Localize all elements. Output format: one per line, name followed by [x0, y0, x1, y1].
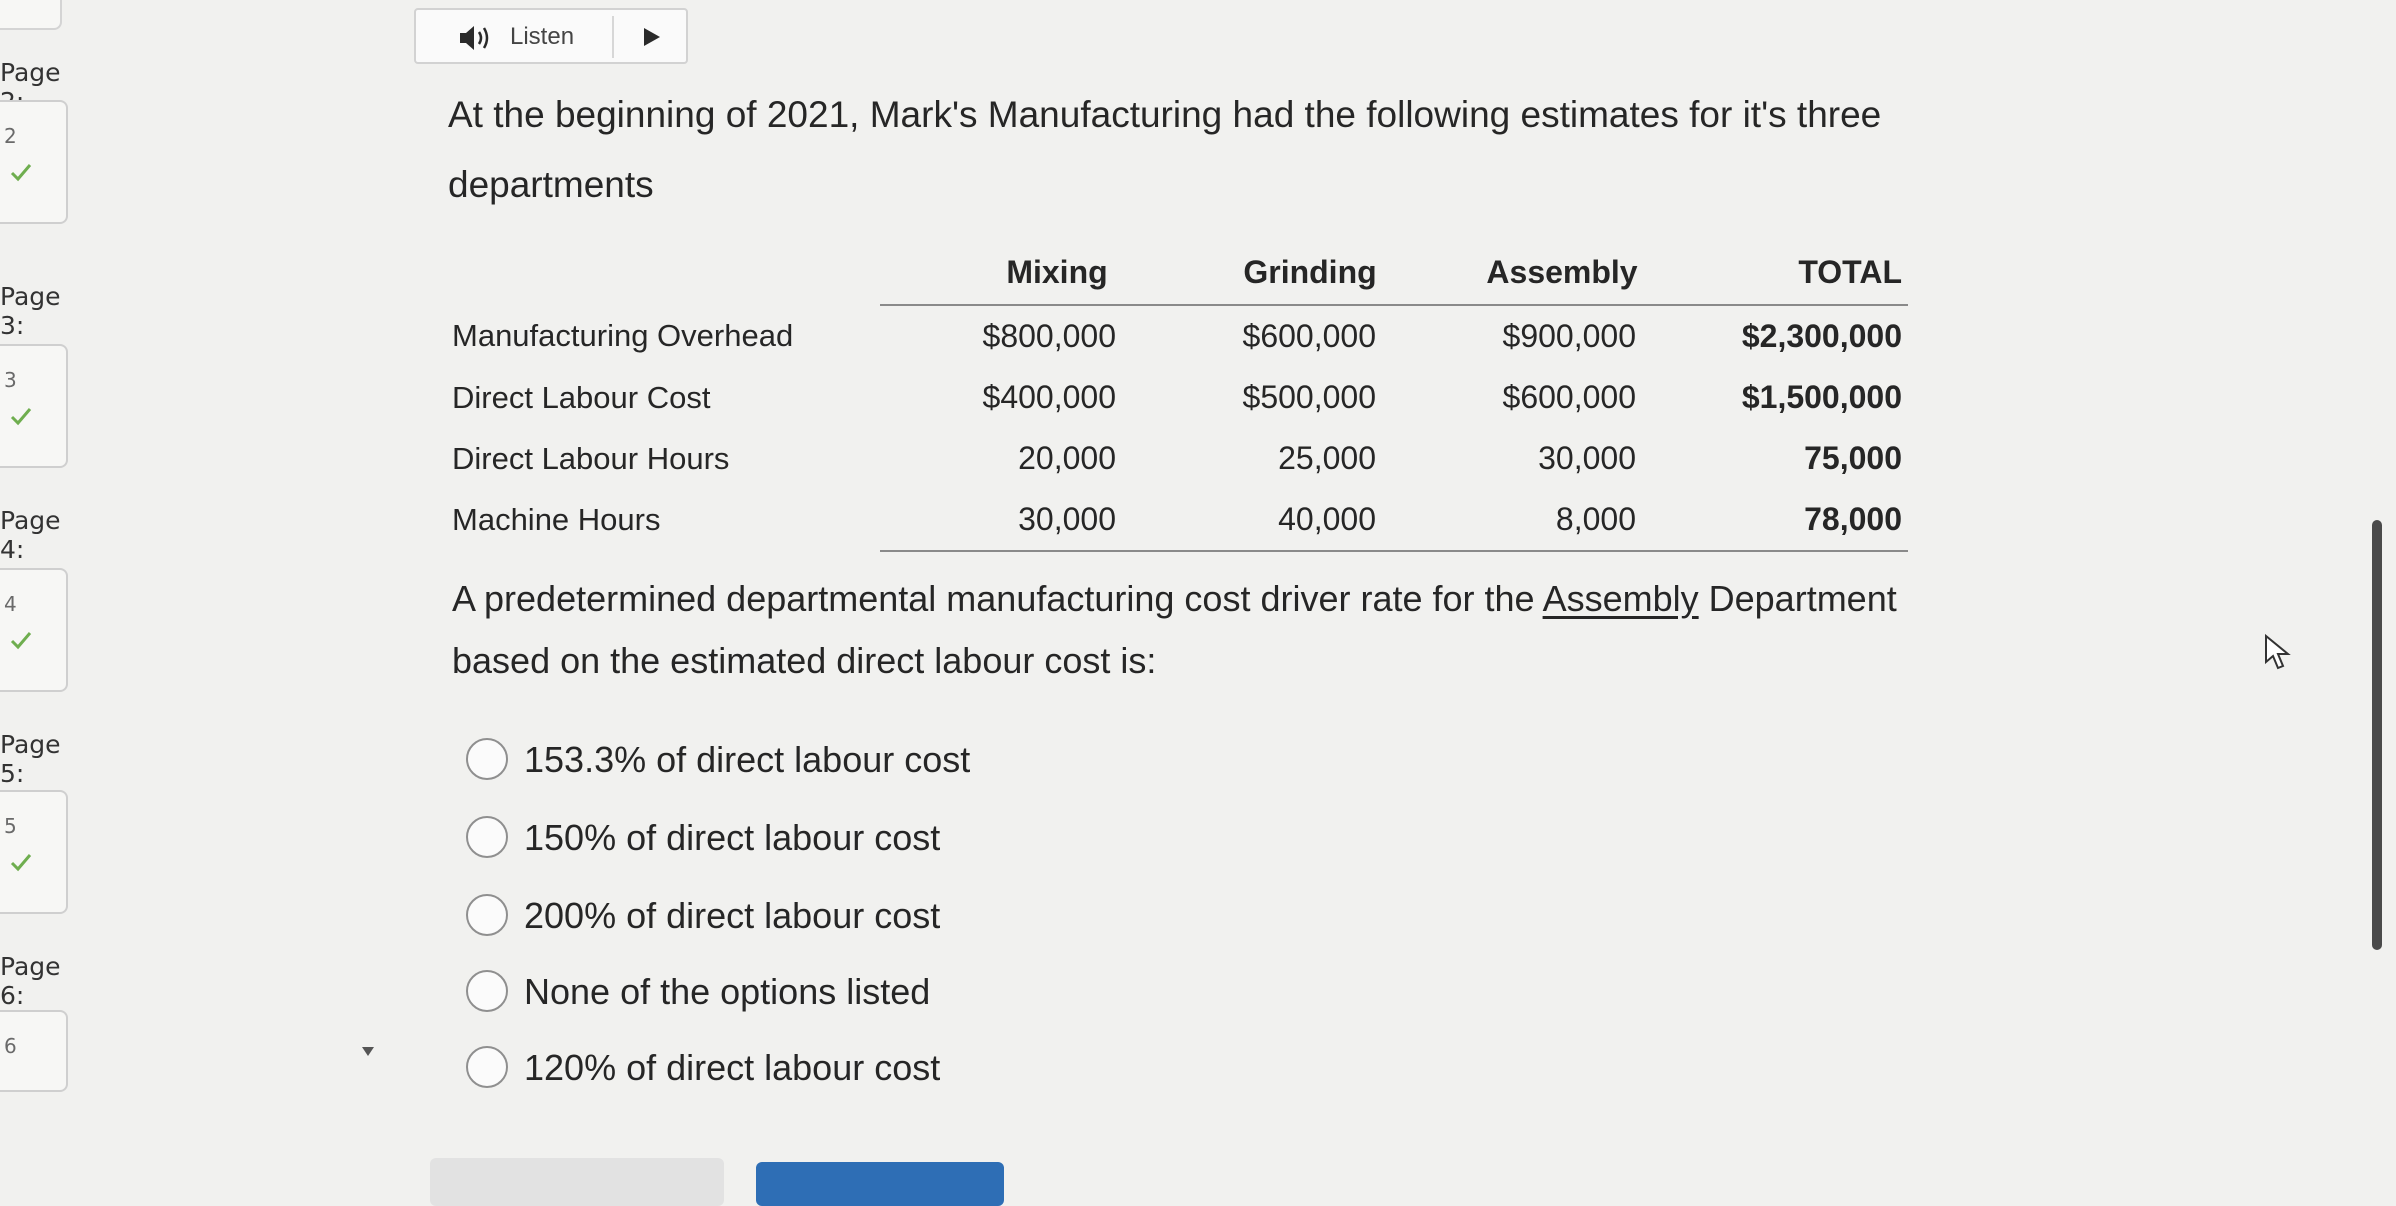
- radio-button[interactable]: [466, 970, 508, 1012]
- page-button-2[interactable]: [0, 100, 68, 224]
- option-label: 120% of direct labour cost: [524, 1047, 941, 1088]
- checkmark-icon: [10, 630, 32, 650]
- listen-label: Listen: [510, 23, 575, 50]
- page-button-6[interactable]: [0, 1010, 68, 1092]
- page-number: 5: [4, 814, 17, 838]
- next-page-button[interactable]: [756, 1162, 1004, 1206]
- header-assembly: Assembly: [1396, 240, 1658, 305]
- header-total: TOTAL: [1658, 240, 1908, 305]
- table-cell: $500,000: [1242, 379, 1376, 415]
- vertical-scrollbar[interactable]: [2372, 520, 2382, 950]
- page-1-box[interactable]: [0, 0, 62, 30]
- caret-down-icon: [362, 1047, 374, 1056]
- table-cell: $600,000: [1502, 379, 1636, 415]
- table-cell-total: 75,000: [1804, 440, 1902, 476]
- checkmark-icon: [10, 406, 32, 426]
- play-icon[interactable]: [642, 26, 662, 48]
- table-cell: $400,000: [982, 379, 1116, 415]
- table-cell: $900,000: [1502, 318, 1636, 354]
- answer-option-4[interactable]: [466, 966, 1466, 1020]
- answer-option-1[interactable]: [466, 734, 1466, 788]
- mouse-cursor-icon: [2262, 632, 2292, 672]
- option-label: 153.3% of direct labour cost: [524, 739, 971, 780]
- answer-option-5[interactable]: [466, 1042, 1466, 1096]
- table-cell: $600,000: [1242, 318, 1376, 354]
- radio-button[interactable]: [466, 1046, 508, 1088]
- table-cell-total: 78,000: [1658, 489, 1908, 551]
- prompt-text: A predetermined departmental manufacturing cost driver rate for the: [452, 578, 1543, 619]
- listen-widget[interactable]: [414, 8, 688, 64]
- page-label-2: Page: [0, 58, 61, 87]
- previous-page-button[interactable]: [430, 1158, 724, 1206]
- radio-button[interactable]: [466, 894, 508, 936]
- table-cell-total: $2,300,000: [1741, 318, 1902, 354]
- row-label: Direct Labour Cost: [452, 379, 711, 415]
- page-navigator: [0, 0, 90, 1192]
- question-intro: At the beginning of 2021, Mark's Manufacturing had the following estimates for it's three departments: [448, 94, 1882, 205]
- table-cell-total: $1,500,000: [1741, 379, 1902, 415]
- page-button-4[interactable]: [0, 568, 68, 692]
- page-number: 2: [4, 124, 17, 148]
- table-cell: 30,000: [880, 489, 1144, 551]
- page-number: 3: [4, 368, 17, 392]
- table-cell: 25,000: [1278, 440, 1376, 476]
- option-label: 200% of direct labour cost: [524, 895, 941, 936]
- table-corner: [452, 240, 880, 305]
- radio-button[interactable]: [466, 816, 508, 858]
- option-label: None of the options listed: [524, 971, 931, 1012]
- estimates-table: [452, 240, 1908, 552]
- checkmark-icon: [10, 162, 32, 182]
- table-cell: 40,000: [1144, 489, 1396, 551]
- answer-option-3[interactable]: [466, 890, 1466, 944]
- option-label: 150% of direct labour cost: [524, 817, 941, 858]
- table-cell: 30,000: [1538, 440, 1636, 476]
- divider: [612, 16, 614, 58]
- table-header-row: [452, 240, 1908, 305]
- page-number: 6: [4, 1034, 17, 1058]
- row-label: Machine Hours: [452, 502, 661, 537]
- table-cell: 8,000: [1396, 489, 1658, 551]
- speaker-icon: [458, 24, 492, 52]
- prompt-emphasis: Assembly: [1542, 578, 1699, 619]
- page-label-5: Page 5:: [0, 730, 61, 788]
- radio-button[interactable]: [466, 738, 508, 780]
- prompt-text: Department based on the estimated direct labour cost is:: [452, 578, 1897, 681]
- table-cell: 20,000: [1018, 440, 1116, 476]
- header-mixing: Mixing: [880, 240, 1144, 305]
- table-row: [452, 305, 1908, 367]
- page-label-3: Page 3:: [0, 282, 61, 340]
- table-cell: $800,000: [982, 318, 1116, 354]
- page-button-3[interactable]: [0, 344, 68, 468]
- table-row: [452, 428, 1908, 489]
- header-grinding: Grinding: [1144, 240, 1396, 305]
- checkmark-icon: [10, 852, 32, 872]
- table-row: [452, 367, 1908, 428]
- question-prompt: [452, 568, 1952, 692]
- page-label-4: Page 4:: [0, 506, 61, 564]
- row-label: Direct Labour Hours: [452, 440, 730, 476]
- page-button-5[interactable]: [0, 790, 68, 914]
- page-label-6: Page 6:: [0, 952, 61, 1010]
- table-row: [452, 489, 1908, 551]
- row-label: Manufacturing Overhead: [452, 318, 794, 353]
- answer-option-2[interactable]: [466, 812, 1466, 866]
- page-number: 4: [4, 592, 17, 616]
